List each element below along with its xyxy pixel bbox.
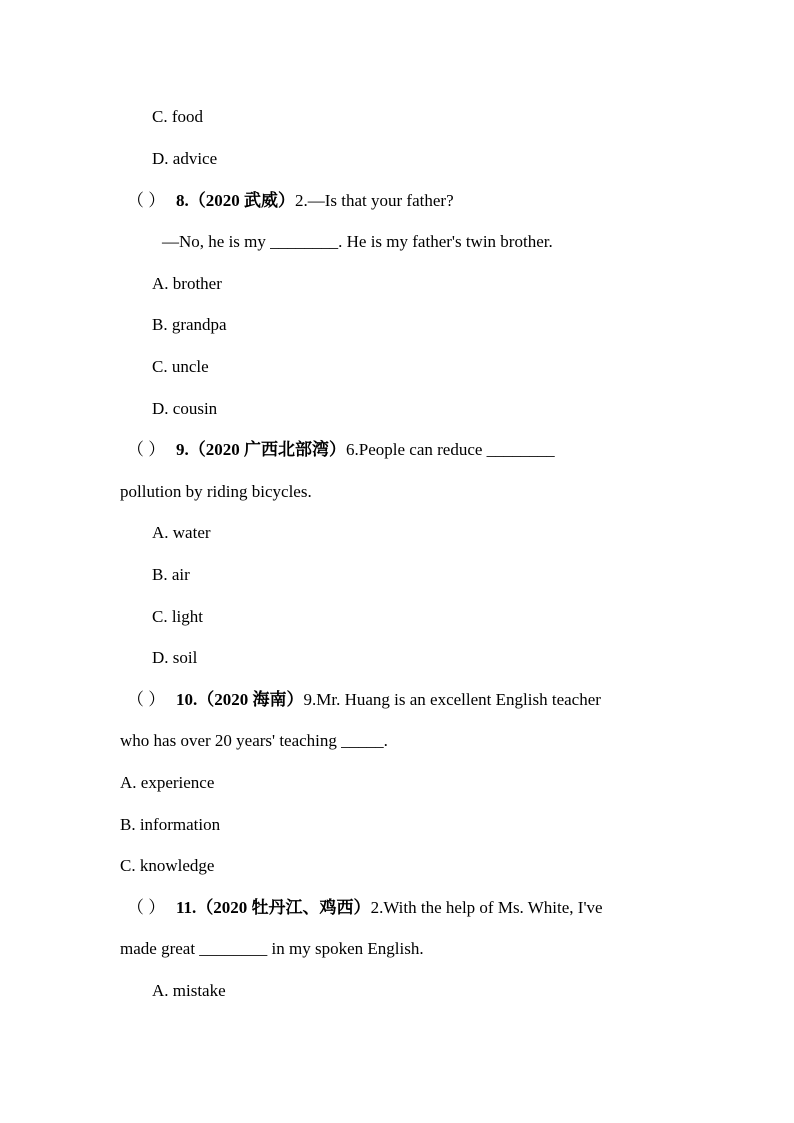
question-8-stem bbox=[127, 190, 454, 212]
q8-option-b: B. grandpa bbox=[152, 315, 227, 334]
question-text: 9.Mr. Huang is an excellent English teacher bbox=[303, 690, 601, 709]
q9-option-a: A. water bbox=[152, 523, 211, 542]
question-10-stem bbox=[127, 689, 601, 711]
question-number: 8. bbox=[176, 191, 189, 210]
q9-line2: pollution by riding bicycles. bbox=[120, 482, 312, 501]
q9-option-c: C. light bbox=[152, 607, 204, 626]
q9-option-d: D. soil bbox=[152, 648, 198, 667]
q8-option-a: A. brother bbox=[152, 274, 222, 293]
q7-option-d: D. advice bbox=[152, 149, 218, 168]
question-number: 11. bbox=[176, 898, 197, 917]
question-text: 2.With the help of Ms. White, I've bbox=[370, 898, 603, 917]
question-source: （2020 广西北部湾） bbox=[188, 440, 346, 459]
q8-option-c: C. uncle bbox=[152, 357, 209, 376]
answer-blank: （ ） bbox=[127, 440, 166, 459]
q10-line2: who has over 20 years' teaching _____. bbox=[120, 731, 388, 750]
question-number: 10. bbox=[176, 690, 198, 709]
q11-option-a: A. mistake bbox=[152, 981, 226, 1000]
q7-option-c: C. food bbox=[152, 107, 203, 126]
question-text: 2.—Is that your father? bbox=[295, 191, 454, 210]
question-source: （2020 牡丹江、鸡西） bbox=[196, 898, 371, 917]
answer-blank: （ ） bbox=[127, 898, 166, 917]
question-9-stem bbox=[127, 439, 555, 461]
q8-option-d: D. cousin bbox=[152, 399, 218, 418]
q9-option-b: B. air bbox=[152, 565, 190, 584]
q10-option-c: C. knowledge bbox=[120, 856, 215, 875]
q11-line2: made great ________ in my spoken English. bbox=[120, 939, 424, 958]
answer-blank: （ ） bbox=[127, 690, 166, 709]
question-11-stem bbox=[127, 897, 603, 919]
question-source: （2020 海南） bbox=[197, 690, 304, 709]
answer-blank: （ ） bbox=[127, 191, 166, 210]
q10-option-b: B. information bbox=[120, 815, 221, 834]
question-number: 9. bbox=[176, 440, 189, 459]
q8-line2: —No, he is my ________. He is my father's twin brother. bbox=[162, 232, 553, 251]
question-text: 6.People can reduce ________ bbox=[346, 440, 555, 459]
question-source: （2020 武威） bbox=[188, 191, 295, 210]
q10-option-a: A. experience bbox=[120, 773, 215, 792]
